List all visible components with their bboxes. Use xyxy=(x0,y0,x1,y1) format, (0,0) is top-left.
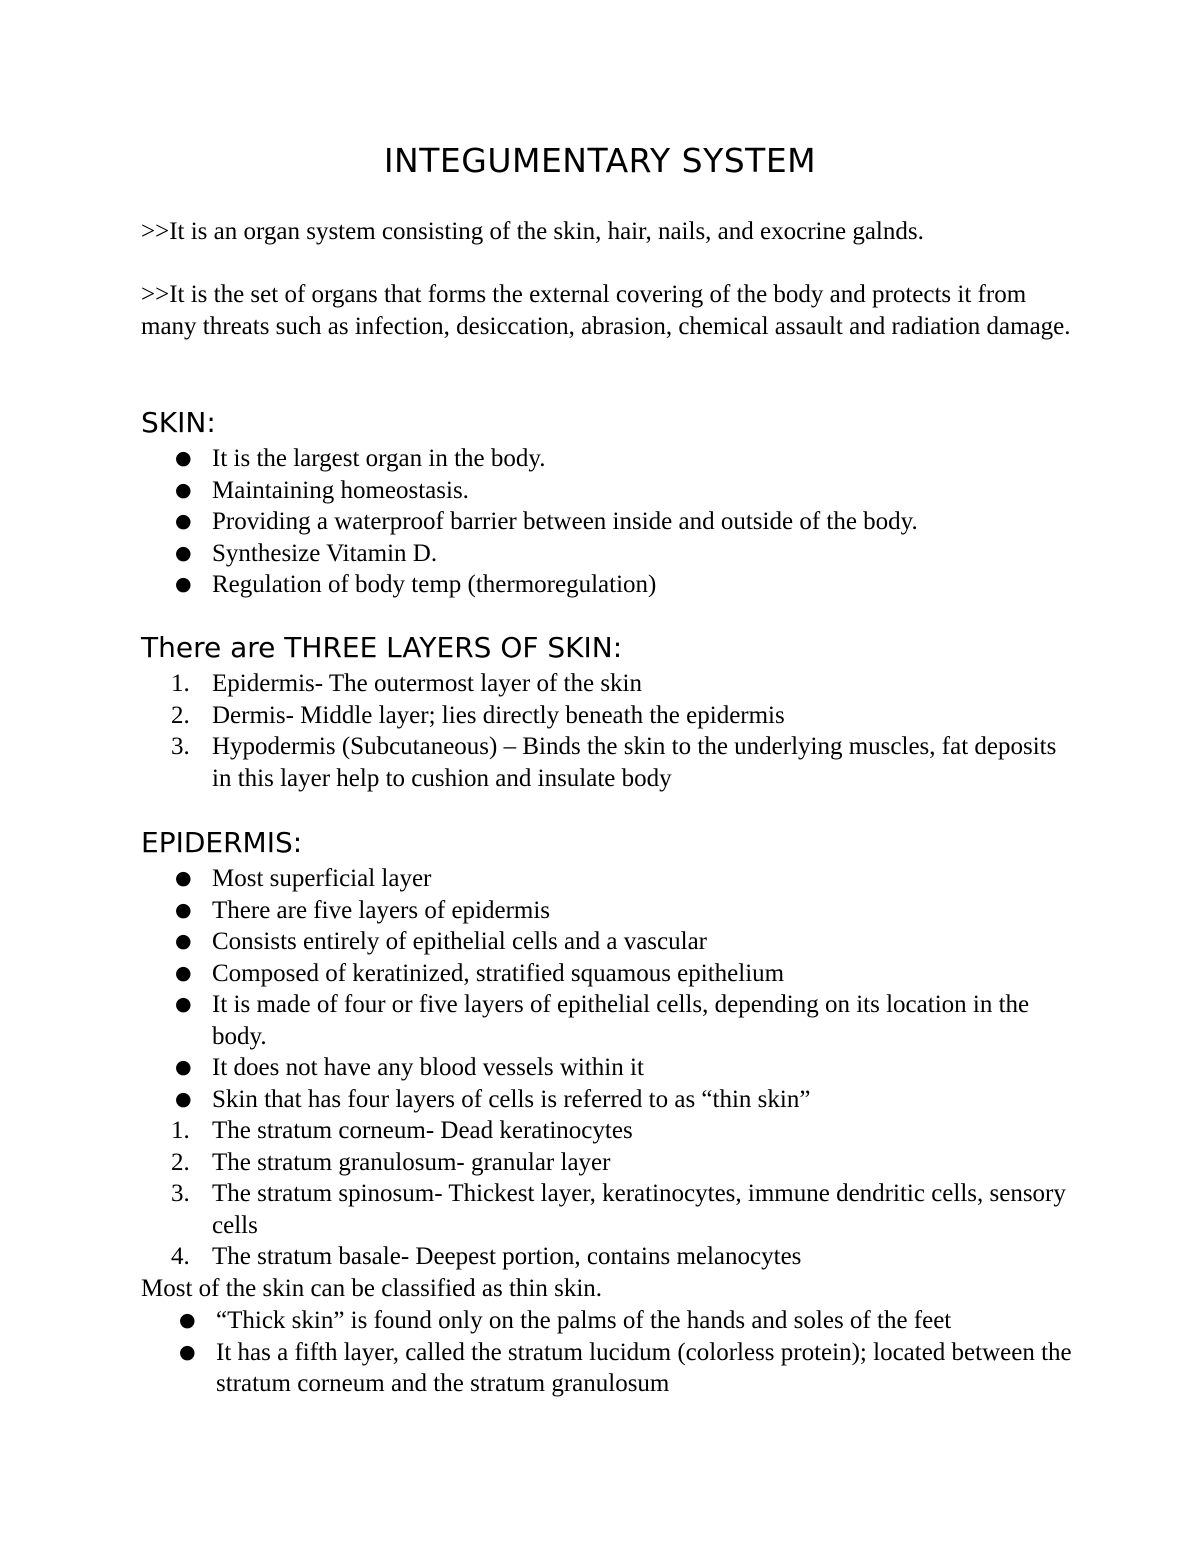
bullet-icon: ● xyxy=(179,1309,196,1331)
list-item-text: It does not have any blood vessels within it xyxy=(212,1054,644,1081)
list-item-text: The stratum granulosum- granular layer xyxy=(212,1148,611,1176)
list-item-text: It has a fifth layer, called the stratum lucidum (colorless protein); located between the stratum corneum and the stratum granulosum xyxy=(216,1338,1072,1397)
list-item xyxy=(141,1147,1082,1179)
list-item-text: Maintaining homeostasis. xyxy=(212,476,469,504)
list-item xyxy=(141,863,1082,895)
list-item xyxy=(141,1115,1082,1147)
list-item xyxy=(141,1178,1082,1241)
list-item-text: The stratum corneum- Dead keratinocytes xyxy=(212,1117,633,1144)
list-item-text: There are five layers of epidermis xyxy=(212,896,551,924)
layers-numbered-list xyxy=(141,668,1082,794)
list-item xyxy=(141,1337,1082,1400)
list-number: 2. xyxy=(171,701,190,729)
list-item-text: The stratum spinosum- Thickest layer, keratinocytes, immune dendritic cells, sensory cells xyxy=(212,1180,1066,1239)
bullet-icon: ● xyxy=(179,1340,196,1363)
list-item xyxy=(141,1305,1082,1337)
bullet-icon: ● xyxy=(175,541,192,564)
bullet-icon: ● xyxy=(175,961,192,984)
list-item xyxy=(141,475,1082,507)
thick-skin-bullet-list xyxy=(141,1305,1082,1400)
bullet-icon: ● xyxy=(175,898,192,921)
list-item xyxy=(141,569,1082,601)
list-item-text: Skin that has four layers of cells is referred to as “thin skin” xyxy=(212,1085,811,1113)
bullet-icon: ● xyxy=(175,1087,192,1110)
list-item-text: It is made of four or five layers of epithelial cells, depending on its location in the body. xyxy=(212,991,1030,1050)
list-item xyxy=(141,506,1082,538)
list-item xyxy=(141,538,1082,570)
list-item-text: Consists entirely of epithelial cells and a vascular xyxy=(212,928,707,955)
bullet-icon: ● xyxy=(175,930,192,952)
list-number: 3. xyxy=(171,1180,190,1207)
list-number: 4. xyxy=(171,1243,190,1270)
bullet-icon: ● xyxy=(175,510,192,532)
list-item xyxy=(141,1241,1082,1273)
list-item-text: Composed of keratinized, stratified squamous epithelium xyxy=(212,959,785,987)
list-item xyxy=(141,895,1082,927)
bullet-icon: ● xyxy=(175,1056,192,1078)
list-item xyxy=(141,443,1082,475)
list-item xyxy=(141,668,1082,700)
list-item xyxy=(141,1052,1082,1084)
bullet-icon: ● xyxy=(175,478,192,501)
list-item-text: Regulation of body temp (thermoregulation) xyxy=(212,571,657,598)
list-number: 1. xyxy=(171,670,190,697)
intro-paragraph-2: >>It is the set of organs that forms the external covering of the body and protects it from many threats such as infection, desiccation, abrasion, chemical assault and radiation damage. xyxy=(141,281,1071,340)
bullet-icon: ● xyxy=(175,867,192,889)
list-item xyxy=(141,926,1082,958)
list-item-text: Synthesize Vitamin D. xyxy=(212,539,438,567)
list-number: 2. xyxy=(171,1148,190,1176)
list-item xyxy=(141,731,1082,794)
page-title: INTEGUMENTARY SYSTEM xyxy=(383,141,817,180)
layers-heading: There are THREE LAYERS OF SKIN: xyxy=(141,631,623,664)
list-item xyxy=(141,700,1082,732)
list-number: 1. xyxy=(171,1117,190,1144)
intro-paragraph-1: >>It is an organ system consisting of the skin, hair, nails, and exocrine galnds. xyxy=(141,218,924,245)
epidermis-bullet-list xyxy=(141,863,1082,1115)
bullet-icon: ● xyxy=(175,447,192,469)
list-item xyxy=(141,989,1082,1052)
list-item-text: Epidermis- The outermost layer of the skin xyxy=(212,670,642,697)
list-item-text: Hypodermis (Subcutaneous) – Binds the skin to the underlying muscles, fat deposits in this layer help to cushion and insulate body xyxy=(212,733,1057,792)
list-item-text: Dermis- Middle layer; lies directly beneath the epidermis xyxy=(212,701,785,729)
epidermis-heading: EPIDERMIS: xyxy=(141,826,303,859)
skin-heading: SKIN: xyxy=(141,406,216,439)
bullet-icon: ● xyxy=(175,573,192,595)
skin-bullet-list xyxy=(141,443,1082,601)
list-item xyxy=(141,1084,1082,1116)
list-item xyxy=(141,958,1082,990)
thin-skin-note: Most of the skin can be classified as thin skin. xyxy=(141,1275,603,1302)
strata-numbered-list xyxy=(141,1115,1082,1273)
list-item-text: The stratum basale- Deepest portion, contains melanocytes xyxy=(212,1243,802,1270)
list-item-text: Providing a waterproof barrier between inside and outside of the body. xyxy=(212,508,918,535)
list-item-text: It is the largest organ in the body. xyxy=(212,445,546,472)
list-item-text: Most superficial layer xyxy=(212,865,432,892)
list-number: 3. xyxy=(171,733,190,760)
list-item-text: “Thick skin” is found only on the palms of the hands and soles of the feet xyxy=(216,1307,952,1334)
bullet-icon: ● xyxy=(175,993,192,1015)
